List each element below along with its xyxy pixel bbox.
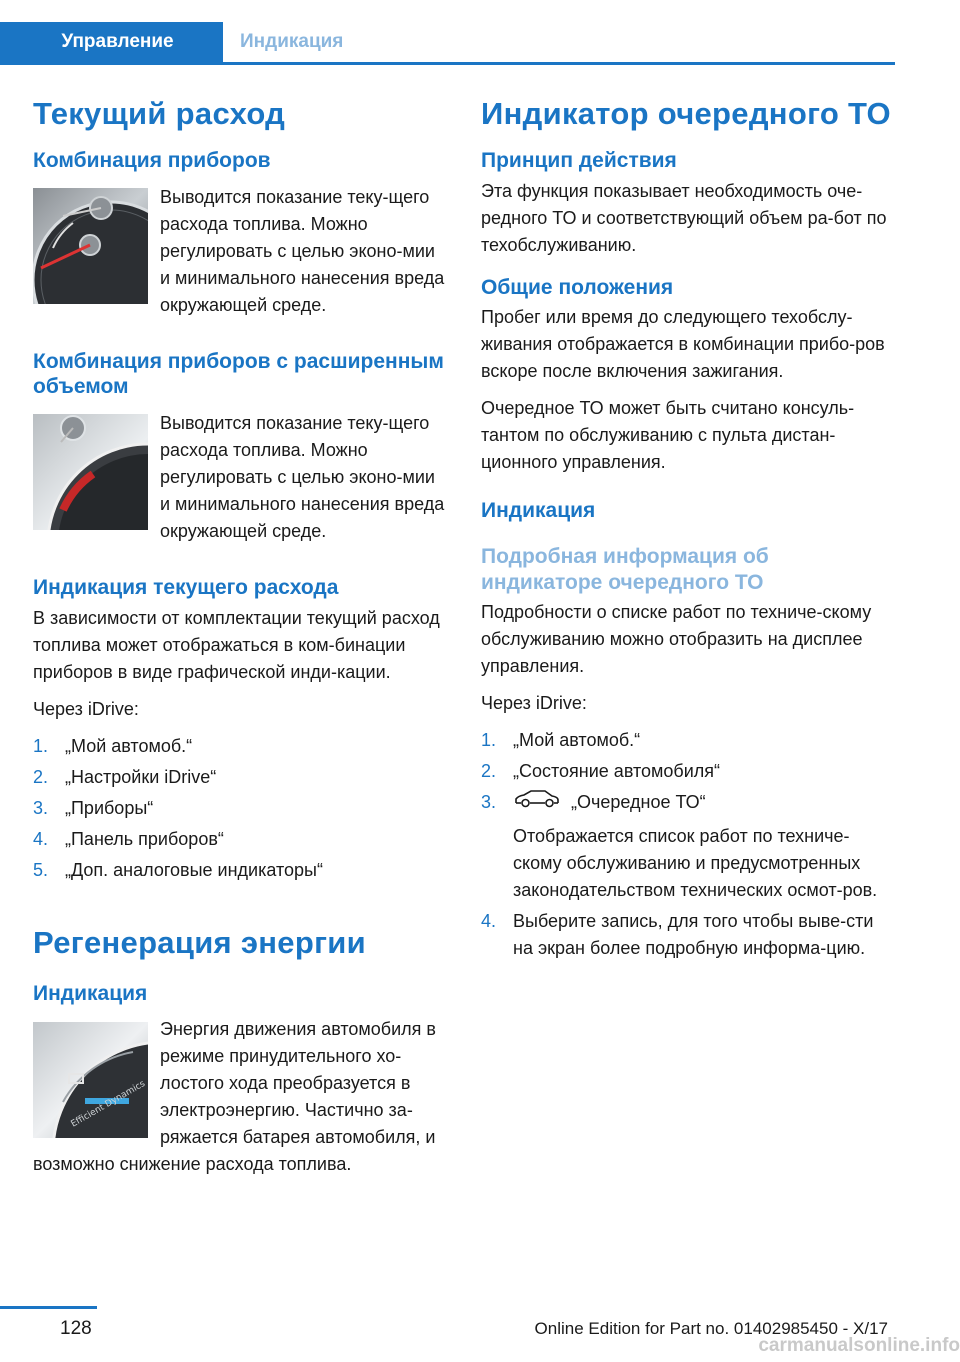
section-title-energy-regeneration: Регенерация энергии xyxy=(33,924,367,960)
list-item: 4. Выберите запись, для того чтобы выве‐сти на экран более подробную информа‐цию. xyxy=(481,911,874,959)
figure-row-1 xyxy=(33,184,446,319)
car-service-icon xyxy=(513,789,561,817)
list-item: 1. „Мой автомоб.“ xyxy=(33,735,193,756)
heading-general: Общие положения xyxy=(481,275,674,299)
gauge-image-3 xyxy=(33,1022,148,1138)
edition-info: Online Edition for Part no. 01402985450 - X/17 xyxy=(534,1319,888,1338)
list-item: 3. „Очередное ТО“ Отображается список работ по техниче‐скому обслуживанию и предусмотренных законодательством технических осмот‐ров. xyxy=(481,789,895,904)
header-tab-bar xyxy=(0,0,895,65)
text-general-1: Пробег или время до следующего техобслу‐живания отображается в комбинации прибо‐ров вскоре после включения зажигания. xyxy=(481,307,885,382)
text-via-idrive-right: Через iDrive: xyxy=(481,693,587,714)
list-item: 3. „Приборы“ xyxy=(33,797,154,818)
heading-current-consumption-display: Индикация текущего расхода xyxy=(33,576,339,600)
text-general-2: Очередное ТО может быть считано консуль‐тантом по обслуживанию с пульта дистан‐ционного управления. xyxy=(481,398,855,473)
tab-upravlenie[interactable]: Управление xyxy=(0,22,223,62)
page-number: 128 xyxy=(60,1318,92,1339)
heading-instrument-cluster: Комбинация приборов xyxy=(33,149,271,173)
list-item: 4. „Панель приборов“ xyxy=(33,828,224,849)
text-cluster-description: Выводится показание теку‐щего расхода топлива. Можно регулировать с целью эконо‐мии и минимального нанесения вреда окружающей среде. xyxy=(160,186,445,315)
list-item: 1. „Мой автомоб.“ xyxy=(481,730,641,751)
idrive-steps-list xyxy=(33,733,446,884)
text-via-idrive: Через iDrive: xyxy=(33,698,139,719)
list-item: 5. „Доп. аналоговые индикаторы“ xyxy=(33,859,323,880)
footer-accent-line xyxy=(0,1306,97,1309)
section-title-service-indicator: Индикатор очередного ТО xyxy=(481,96,891,131)
text-principle: Эта функция показывает необходимость оче‐редного ТО и соответствующий объем ра‐бот по техобслуживанию. xyxy=(481,180,887,255)
step-3-note: Отображается список работ по техниче‐скому обслуживанию и предусмотренных законодательством технических осмот‐ров. xyxy=(513,826,878,901)
section-title-current-consumption: Текущий расход xyxy=(33,96,286,131)
heading-principle: Принцип действия xyxy=(481,149,677,173)
figure-row-2 xyxy=(33,410,446,545)
heading-display: Индикация xyxy=(481,499,596,523)
heading-regeneration-display: Индикация xyxy=(33,981,148,1005)
service-steps-list xyxy=(481,727,895,962)
gauge-image-1 xyxy=(33,188,148,304)
text-consumption-display: В зависимости от комплектации текущий расход топлива может отображаться в ком‐бинации приборов в виде графической инди‐кации. xyxy=(33,607,440,682)
heading-extended-cluster: Комбинация приборов с расширенным объемом xyxy=(33,349,444,399)
list-item: 2. „Настройки iDrive“ xyxy=(33,766,217,787)
figure-row-3 xyxy=(33,1016,446,1178)
heading-detailed-info: Подробная информация об индикаторе очередного ТО xyxy=(481,545,769,594)
list-item: 2. „Состояние автомобиля“ xyxy=(481,761,721,782)
svg-text:Efficient Dynamics: Efficient Dynamics xyxy=(69,1079,148,1131)
left-column xyxy=(33,95,446,1178)
watermark: carmanualsonline.info xyxy=(758,1335,960,1356)
text-regeneration-description: Энергия движения автомобиля в режиме принудительного хо‐лостого хода преобразуется в электроэнергию. Частично за‐ряжается батарея автомобиля, и возможно снижение расхода топлива. xyxy=(33,1019,436,1175)
right-column xyxy=(481,95,895,972)
text-extended-cluster-description: Выводится показание теку‐щего расхода топлива. Можно регулировать с целью эконо‐мии и минимального нанесения вреда окружающей среде. xyxy=(160,413,445,542)
text-detailed-info: Подробности о списке работ по техниче‐скому обслуживанию можно отобразить на дисплее управления. xyxy=(481,602,872,677)
gauge-image-2 xyxy=(33,414,148,530)
tab-indikatsiya[interactable]: Индикация xyxy=(240,31,344,52)
